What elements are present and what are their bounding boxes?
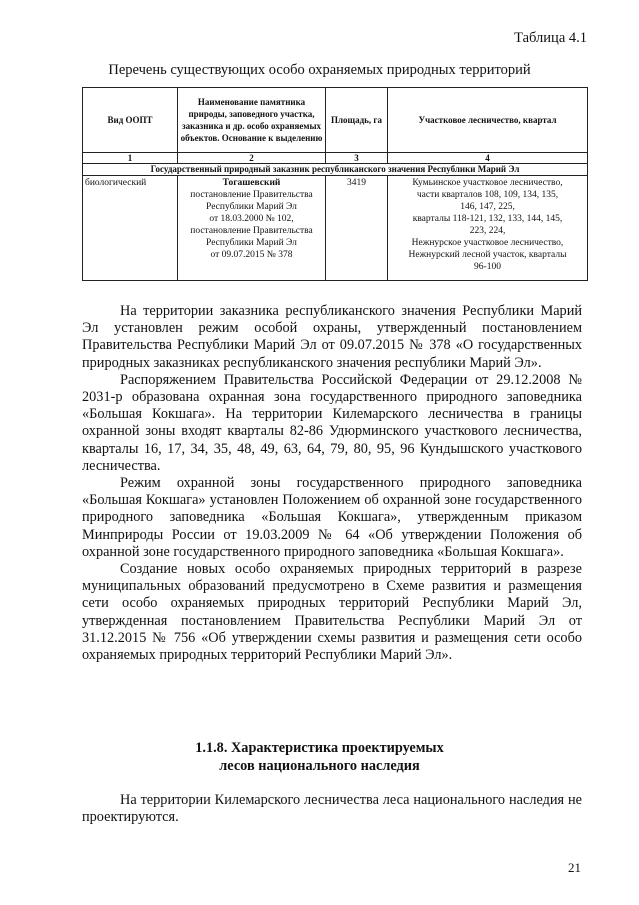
basis-line: от 09.07.2015 № 378 xyxy=(210,250,293,260)
forestry-line: Нежнурское участковое лесничество, xyxy=(411,238,564,248)
final-text xyxy=(82,792,582,826)
header-forestry: Участковое лесничество, квартал xyxy=(388,88,588,153)
section-heading-line: лесов национального наследия xyxy=(219,757,420,774)
section-heading-line: 1.1.8. Характеристика проектируемых xyxy=(195,740,444,756)
table-title: Перечень существующих особо охраняемых природных территорий xyxy=(108,62,531,78)
forestry-line: Кумьинское участковое лесничество, xyxy=(412,178,563,188)
section-heading xyxy=(0,740,639,775)
section-title: Государственный природный заказник республиканского значения Республики Марий Эл xyxy=(83,164,588,176)
forestry-line: Нежнурский лесной участок, кварталы xyxy=(408,250,567,260)
page-number: 21 xyxy=(568,860,581,875)
column-number-row xyxy=(83,153,588,164)
header-type: Вид ООПТ xyxy=(83,88,178,153)
forestry-line: 146, 147, 225, xyxy=(460,202,515,212)
cell-name-basis xyxy=(178,176,326,281)
paragraph: На территории Килемарского лесничества леса национального наследия не проектируются. xyxy=(82,792,582,826)
paragraph: Распоряжением Правительства Российской Федерации от 29.12.2008 № 2031-р образована охранная зона государственного природного заповедника «Большая Кокшага». На территории Килемарского лесничества в границы охранной зоны входят кварталы 82-86 Удюрминского участкового лесничества, кварталы 16, 17, 34, 35, 48, 49, 63, 64, 79, 80, 95, 96 Кундышского участкового лесничества. xyxy=(82,371,582,474)
paragraph: Режим охранной зоны государственного природного заповедника «Большая Кокшага» установлен Положением об охранной зоне государственного природного заповедника «Большая Кокшага», утвержденным приказом Минприроды России от 19.03.2009 № 64 «Об утверждении Положения об охранной зоне государственного природного заповедника «Большая Кокшага». xyxy=(82,475,582,560)
table-number: Таблица 4.1 xyxy=(514,30,587,46)
column-number: 3 xyxy=(326,153,388,164)
table-header-row xyxy=(83,88,588,153)
forestry-line: 96-100 xyxy=(474,262,501,272)
basis-line: постановление Правительства xyxy=(190,226,313,236)
header-area: Площадь, га xyxy=(326,88,388,153)
column-number: 1 xyxy=(83,153,178,164)
protected-areas-table xyxy=(82,87,588,281)
table-section-row xyxy=(83,164,588,176)
forestry-line: 223, 224, xyxy=(469,226,506,236)
basis-line: постановление Правительства xyxy=(190,190,313,200)
body-text xyxy=(82,303,582,664)
basis-line: Республики Марий Эл xyxy=(206,238,297,248)
reserve-name: Тогашевский xyxy=(222,178,281,188)
header-name: Наименование памятника природы, заповедного участка, заказника и др. особо охраняемых объектов. Основание к выделению xyxy=(178,88,326,153)
basis-line: от 18.03.2000 № 102, xyxy=(209,214,294,224)
forestry-line: части кварталов 108, 109, 134, 135, xyxy=(416,190,559,200)
cell-forestry xyxy=(388,176,588,281)
cell-area: 3419 xyxy=(326,176,388,281)
column-number: 2 xyxy=(178,153,326,164)
paragraph: Создание новых особо охраняемых природных территорий в разрезе муниципальных образований предусмотрено в Схеме развития и размещения сети особо охраняемых природных территорий Республики Марий Эл, утвержденная постановлением Правительства Республики Марий Эл от 31.12.2015 № 756 «Об утверждении схемы развития и размещения сети особо охраняемых природных территорий Республики Марий Эл». xyxy=(82,561,582,664)
column-number: 4 xyxy=(388,153,588,164)
table-row xyxy=(83,176,588,281)
paragraph: На территории заказника республиканского значения Республики Марий Эл установлен режим особой охраны, утвержденный постановлением Правительства Республики Марий Эл от 09.07.2015 № 378 «О государственных природных заказниках республиканского значения республики Марий Эл». xyxy=(82,303,582,371)
forestry-line: кварталы 118-121, 132, 133, 144, 145, xyxy=(412,214,563,224)
cell-type: биологический xyxy=(83,176,178,281)
basis-line: Республики Марий Эл xyxy=(206,202,297,212)
